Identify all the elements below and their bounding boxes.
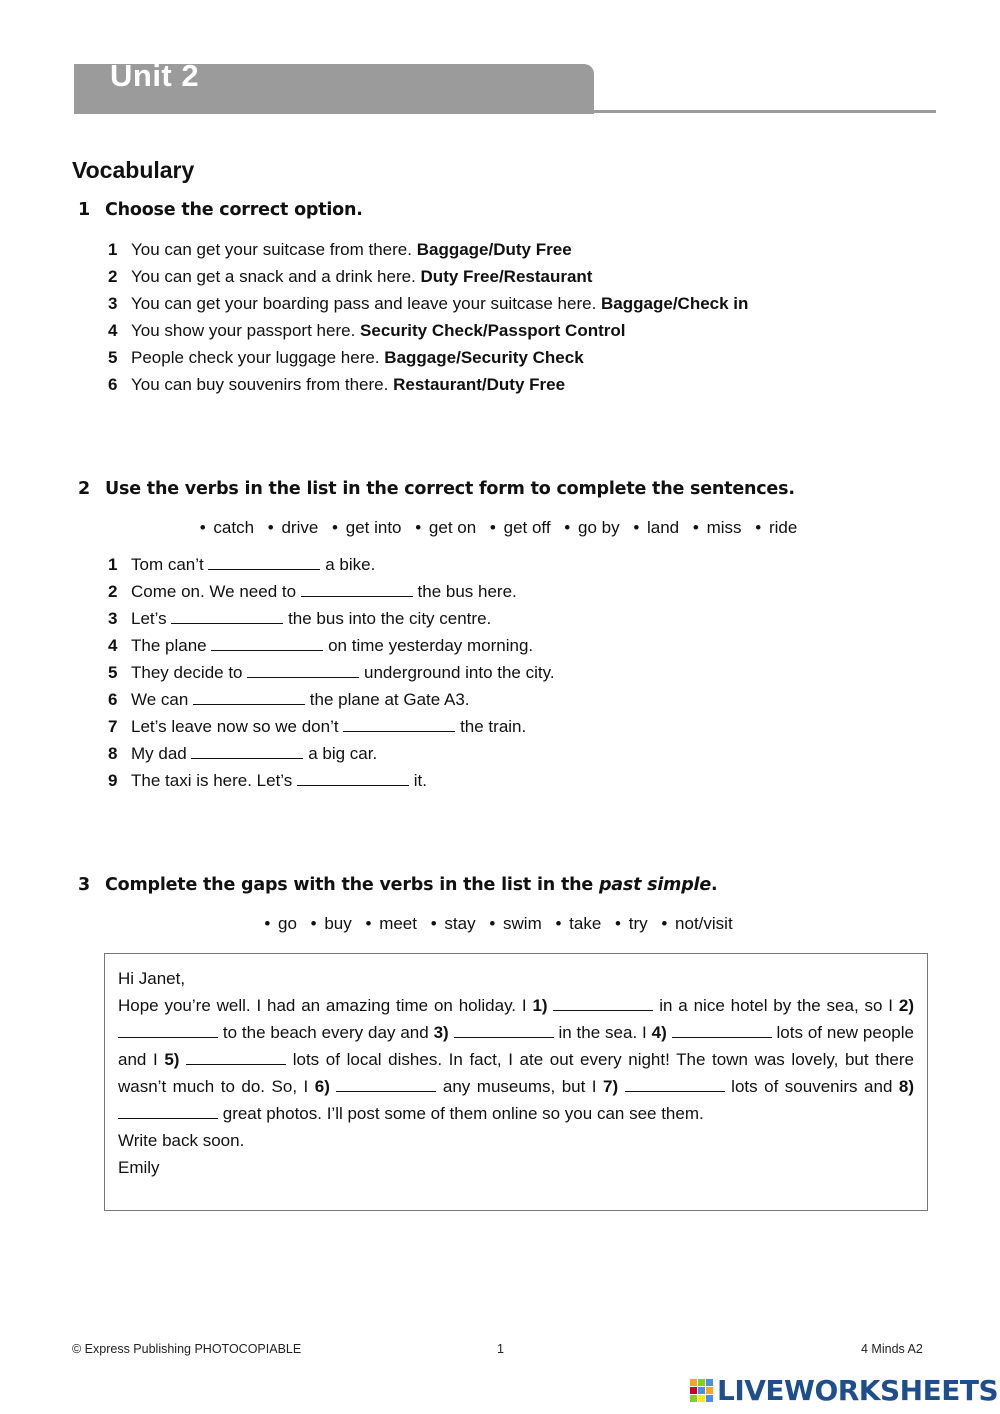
answer-gap[interactable] xyxy=(118,1023,218,1038)
exercise-3-word-list: • go • buy • meet • stay • swim • take • try • not/visit xyxy=(264,914,733,933)
list-item: 8 My dad a big car. xyxy=(108,744,378,763)
answer-gap[interactable] xyxy=(186,1050,286,1065)
list-item: 3 You can get your boarding pass and leave your suitcase here. Baggage/Check in xyxy=(108,294,749,313)
answer-blank[interactable] xyxy=(171,609,283,624)
word-list-item: buy xyxy=(324,914,352,933)
word-list-item: ride xyxy=(768,518,798,537)
exercise-1-list xyxy=(108,236,748,398)
section-title: Vocabulary xyxy=(72,157,195,183)
options[interactable]: Security Check/Passport Control xyxy=(360,321,626,340)
letter-greeting: Hi Janet, xyxy=(118,969,186,988)
word-list-item: take xyxy=(569,914,602,933)
word-list-item: go by xyxy=(577,518,620,537)
word-list-item: swim xyxy=(503,914,542,933)
liveworksheets-logo[interactable] xyxy=(690,1374,998,1406)
word-list-item: meet xyxy=(379,914,417,933)
list-item: 5 People check your luggage here. Baggage/Security Check xyxy=(108,348,584,367)
unit-title: Unit 2 xyxy=(110,58,200,93)
answer-gap[interactable] xyxy=(118,1104,218,1119)
list-item: 6 You can buy souvenirs from there. Restaurant/Duty Free xyxy=(108,375,566,394)
exercise-2-heading xyxy=(78,479,795,499)
exercise-instruction-italic: past simple xyxy=(598,875,712,895)
gap-label: 6) xyxy=(314,1077,330,1096)
options[interactable]: Baggage/Check in xyxy=(601,294,749,313)
answer-blank[interactable] xyxy=(301,582,413,597)
exercise-instruction: Use the verbs in the list in the correct form to complete the sentences. xyxy=(105,479,795,499)
exercise-2-word-list: • catch • drive • get into • get on • get off • go by • land • miss • ride xyxy=(199,518,798,537)
footer-book-title: 4 Minds A2 xyxy=(861,1342,923,1356)
list-item: 3 Let’s the bus into the city centre. xyxy=(108,609,492,628)
answer-blank[interactable] xyxy=(343,717,455,732)
liveworksheets-grid-icon xyxy=(690,1379,713,1402)
gap-label: 8) xyxy=(898,1077,915,1096)
list-item: 1 You can get your suitcase from there. Baggage/Duty Free xyxy=(108,240,572,259)
exercise-number: 1 xyxy=(78,200,90,220)
word-list-item: miss xyxy=(706,518,742,537)
options[interactable]: Restaurant/Duty Free xyxy=(393,375,566,394)
answer-gap[interactable] xyxy=(454,1023,554,1038)
list-item: 4 The plane on time yesterday morning. xyxy=(108,636,534,655)
gap-label: 1) xyxy=(532,996,548,1015)
options[interactable]: Baggage/Duty Free xyxy=(416,240,572,259)
letter-box xyxy=(104,953,928,1211)
list-item: 7 Let’s leave now so we don’t the train. xyxy=(108,717,527,736)
answer-blank[interactable] xyxy=(193,690,305,705)
word-list-item: stay xyxy=(444,914,476,933)
word-list-item: go xyxy=(278,914,297,933)
word-list-item: land xyxy=(647,518,680,537)
answer-gap[interactable] xyxy=(672,1023,772,1038)
gap-label: 2) xyxy=(898,996,914,1015)
word-list-item: get into xyxy=(345,518,402,537)
footer-copyright: © Express Publishing PHOTOCOPIABLE xyxy=(72,1342,302,1356)
list-item: 1 Tom can’t a bike. xyxy=(108,555,376,574)
exercise-instruction: Choose the correct option. xyxy=(105,200,363,220)
exercise-number: 2 xyxy=(78,479,90,499)
answer-gap[interactable] xyxy=(553,996,653,1011)
list-item: 2 You can get a snack and a drink here. Duty Free/Restaurant xyxy=(108,267,593,286)
answer-gap[interactable] xyxy=(625,1077,725,1092)
exercise-2-list xyxy=(108,551,555,794)
options[interactable]: Baggage/Security Check xyxy=(384,348,584,367)
header-rule xyxy=(594,110,936,113)
gap-label: 3) xyxy=(433,1023,449,1042)
options[interactable]: Duty Free/Restaurant xyxy=(420,267,593,286)
list-item: 9 The taxi is here. Let’s it. xyxy=(108,771,427,790)
word-list-item: get off xyxy=(503,518,551,537)
exercise-3-heading: 3 Complete the gaps with the verbs in the list in the past simple. xyxy=(78,875,718,895)
gap-label: 7) xyxy=(603,1077,619,1096)
answer-blank[interactable] xyxy=(191,744,303,759)
word-list-item: catch xyxy=(213,518,255,537)
answer-blank[interactable] xyxy=(208,555,320,570)
letter-signature: Emily xyxy=(118,1158,160,1177)
exercise-instruction: Complete the gaps with the verbs in the list in the xyxy=(105,875,594,895)
gap-label: 4) xyxy=(651,1023,667,1042)
answer-gap[interactable] xyxy=(336,1077,436,1092)
word-list-item: drive xyxy=(281,518,319,537)
answer-blank[interactable] xyxy=(297,771,409,786)
list-item: 6 We can the plane at Gate A3. xyxy=(108,690,470,709)
logo-text: LIVEWORKSHEETS xyxy=(717,1373,999,1407)
word-list-item: not/visit xyxy=(675,914,733,933)
exercise-number: 3 xyxy=(78,875,90,895)
gap-label: 5) xyxy=(164,1050,180,1069)
list-item: 5 They decide to underground into the city. xyxy=(108,663,555,682)
list-item: 4 You show your passport here. Security Check/Passport Control xyxy=(108,321,626,340)
answer-blank[interactable] xyxy=(211,636,323,651)
word-list-item: get on xyxy=(428,518,477,537)
word-list-item: try xyxy=(628,914,648,933)
answer-blank[interactable] xyxy=(247,663,359,678)
exercise-1-heading xyxy=(78,200,363,220)
footer-page-number: 1 xyxy=(497,1342,504,1356)
letter-closing: Write back soon. xyxy=(118,1131,245,1150)
letter-body: Hope you’re well. I had an amazing time on holiday. I 1) in a nice hotel by the sea, so I 2) to the beach every day and 3) in the sea. I 4) lots of new people and I 5) lots of local dishes. In fact, I ate out every night! The town was lovely, but there wasn’t much to do. So, I 6) any museums, but I 7) lots of souvenirs and 8) great photos. I’ll post some of them online so you can see them. xyxy=(118,996,915,1123)
list-item: 2 Come on. We need to the bus here. xyxy=(108,582,517,601)
